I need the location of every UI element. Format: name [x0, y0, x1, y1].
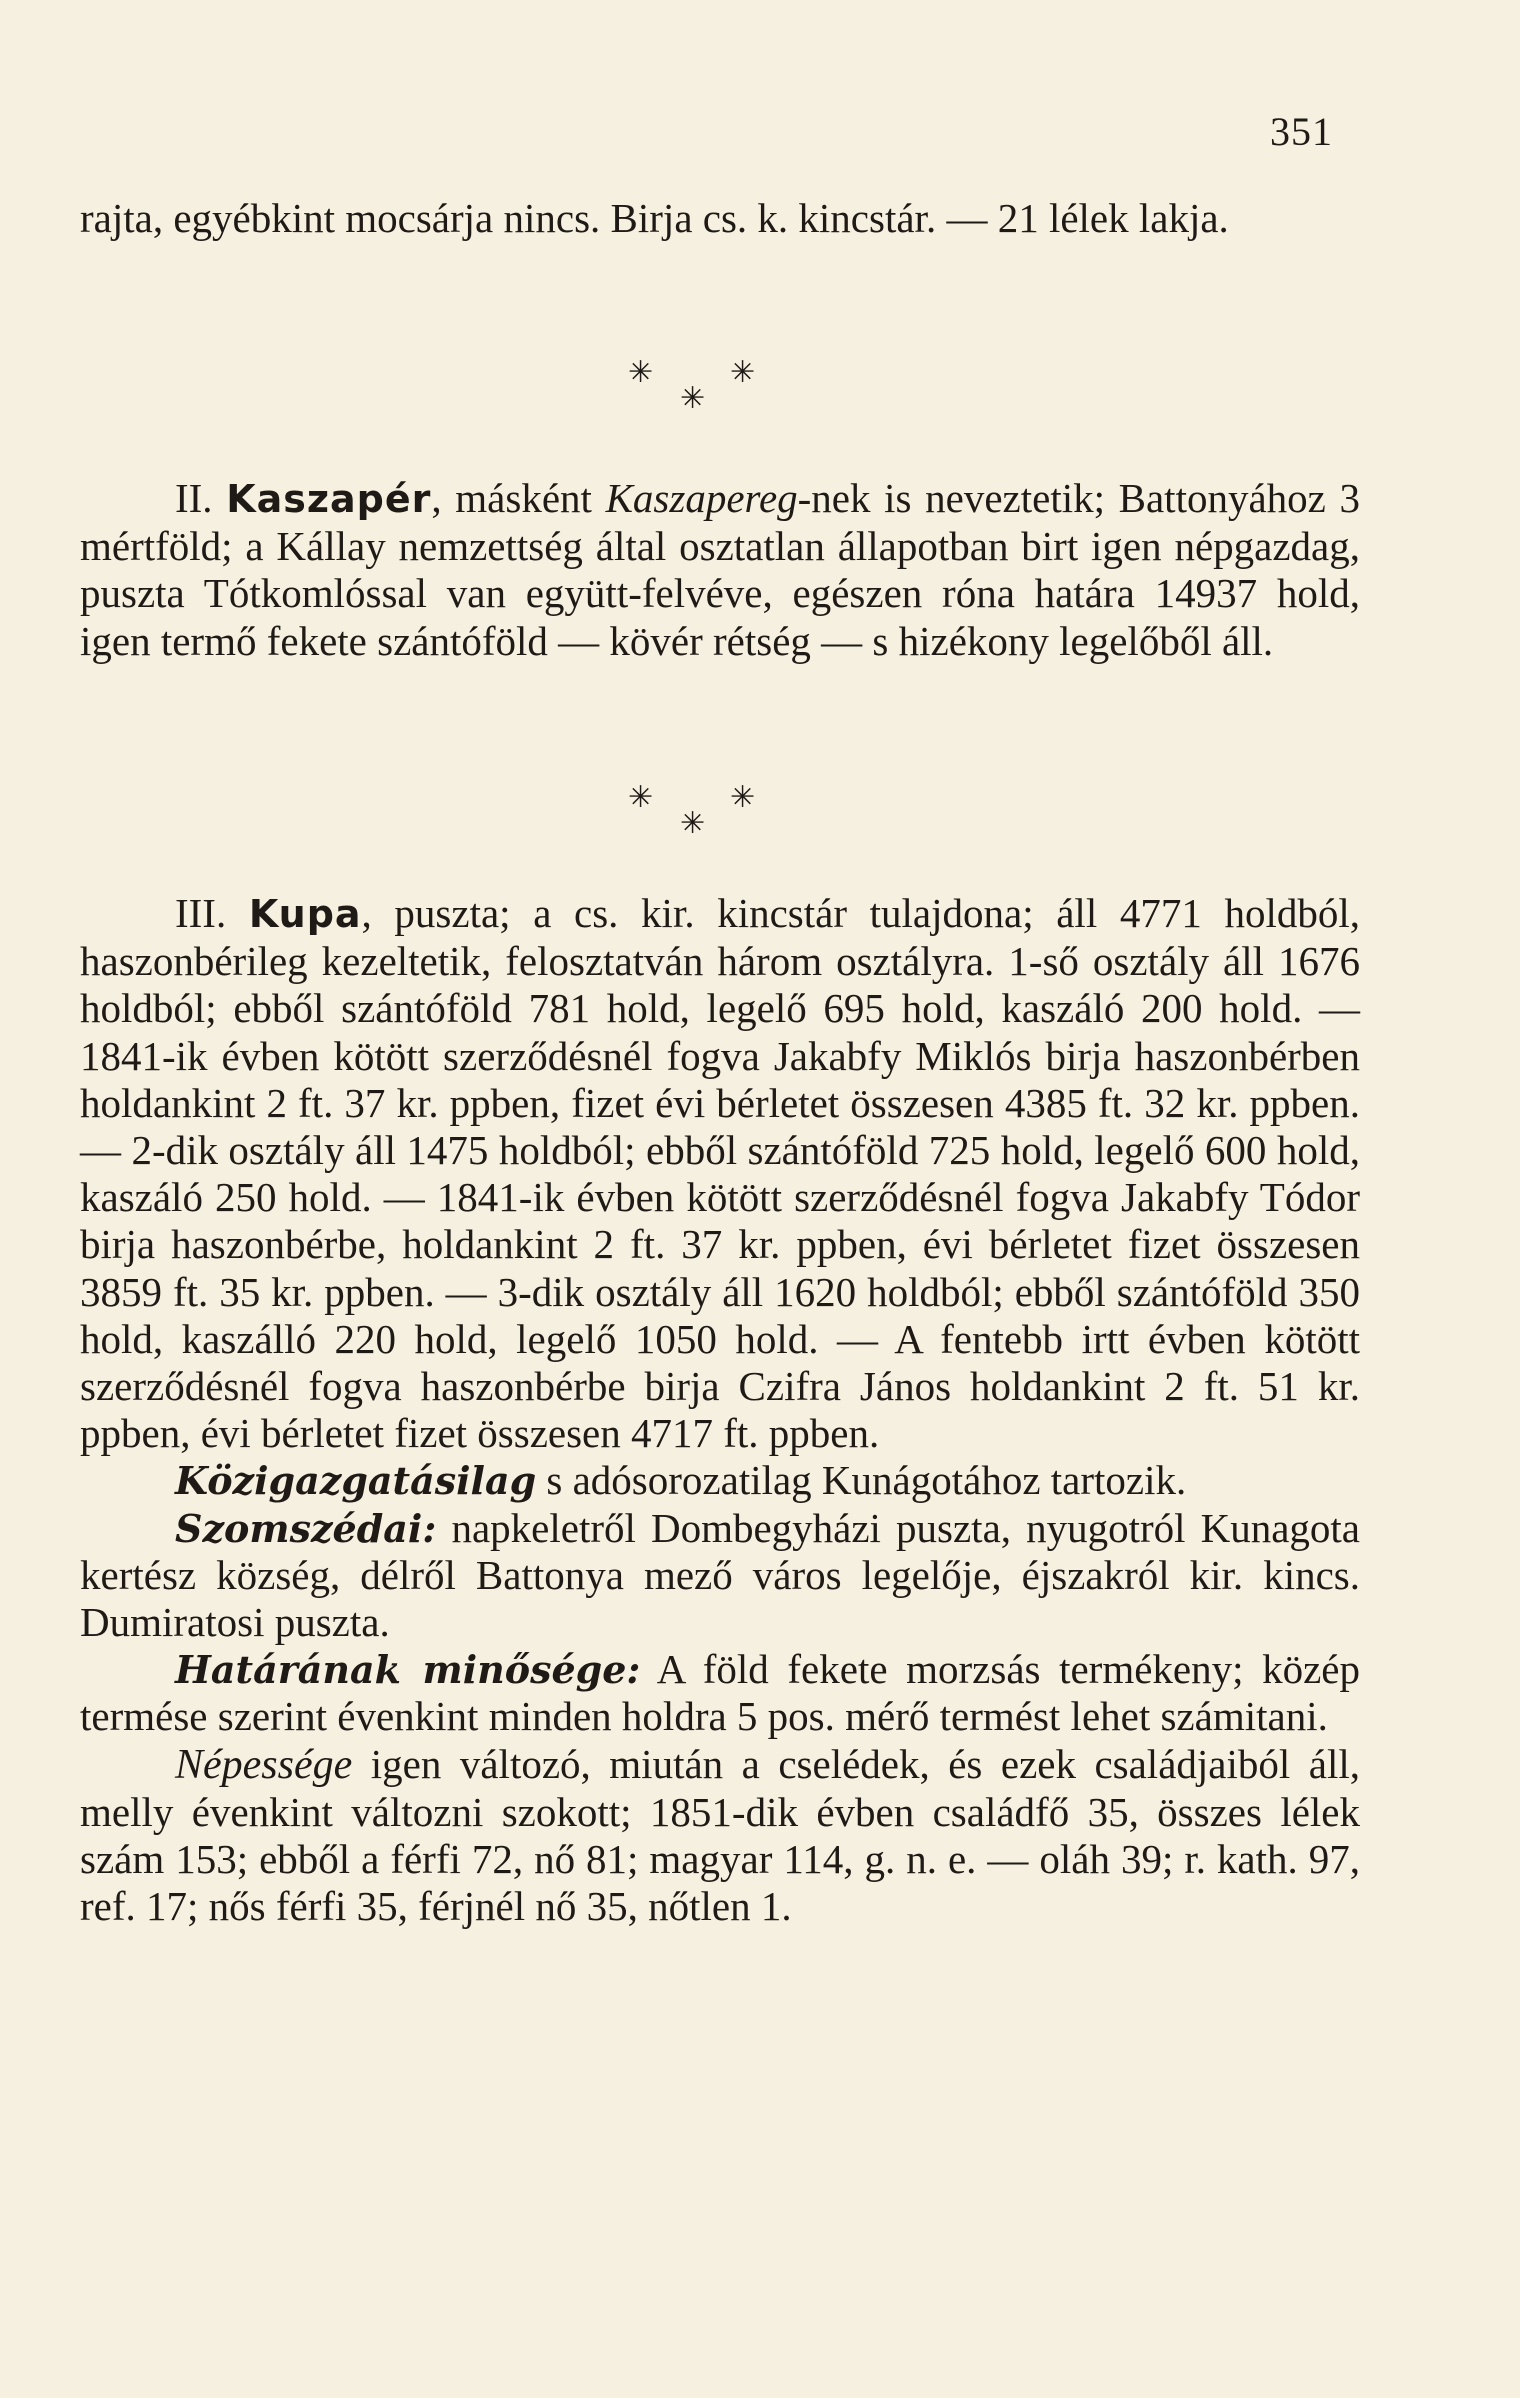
place-name-heading: Kupa: [248, 892, 362, 936]
paragraph-text: igen változó, miután a cselédek, és ezek családjaiból áll, melly évenkint változni szokott; 1851-dik évben családfő 35, összes lélek szám 153; ebből a férfi 72, nő 81; magyar 114, g. n. e. — oláh 39; r. kath. 97, ref. 17; nős férfi 35, férjnél nő 35, nőtlen 1.: [80, 1740, 1360, 1930]
soil-quality-paragraph: [80, 1646, 1360, 1740]
section-number: II.: [175, 475, 213, 521]
intro-text: rajta, egyébkint mocsárja nincs. Birja cs. k. kincstár. — 21 lélek lakja.: [80, 195, 1229, 241]
paragraph-label: Népessége: [175, 1741, 353, 1788]
section-text: , puszta; a cs. kir. kincstár tulajdona; áll 4771 holdból, haszonbérileg kezeltetik, felosztatván három osztályra. 1-ső osztály áll 1676 holdból; ebből szántóföld 781 hold, legelő 695 hold, kaszáló 200 hold. — 1841-ik évben kötött szerződésnél fogva Jakabfy Miklós birja haszonbérben holdankint 2 ft. 37 kr. ppben, fizet évi bérletet összesen 4385 ft. 32 kr. ppben. — 2-dik osztály áll 1475 holdból; ebből szántóföld 725 hold, legelő 600 hold, kaszáló 250 hold. — 1841-ik évben kötött szerződésnél fogva Jakabfy Tódor birja haszonbérbe, holdankint 2 ft. 37 kr. ppben, évi bérletet fizet összesen 3859 ft. 35 kr. ppben. — 3-dik osztály áll 1620 holdból; ebből szántóföld 350 hold, kaszálló 220 hold, legelő 1050 hold. — A fentebb irtt évben kötött szerződésnél fogva haszonbérbe birja Czifra János holdankint 2 ft. 51 kr. ppben, évi bérletet fizet összesen 4717 ft. ppben.: [80, 890, 1361, 1457]
paragraph-text: A föld fekete morzsás termékeny; közép termése szerint évenkint minden holdra 5 pos. mérő termést lehet számitani.: [80, 1646, 1360, 1740]
place-name-heading: Kaszapér: [226, 477, 432, 521]
separator-star: ✳: [680, 807, 706, 840]
population-paragraph: [80, 1741, 1360, 1931]
administration-paragraph: [80, 1457, 1360, 1504]
paragraph-label: Határának minősége:: [175, 1647, 641, 1693]
paragraph-text: s adósorozatilag Kunágotához tartozik.: [536, 1457, 1187, 1504]
section-kupa: [80, 890, 1360, 1930]
section-text: , másként: [431, 475, 606, 521]
neighbours-paragraph: [80, 1505, 1360, 1647]
kupa-paragraph: [80, 890, 1360, 1457]
kaszaper-paragraph: [80, 475, 1360, 665]
intro-paragraph: [80, 195, 1360, 242]
section-separator: [610, 780, 830, 840]
separator-star: ✳: [730, 781, 756, 814]
paragraph-label: Közigazgatásilag: [175, 1458, 537, 1504]
separator-star: ✳: [628, 781, 654, 814]
separator-star: ✳: [628, 356, 654, 389]
section-text: -nek is neveztetik; Battonyához 3 mértföld; a Kállay nemzettség által osztatlan állapotban birt igen népgazdag, puszta Tótkomlóssal van együtt-felvéve, egészen róna határa 14937 hold, igen termő fekete szántóföld — kövér rétség — s hizékony legelőből áll.: [80, 475, 1360, 664]
paragraph-label: Szomszédai:: [175, 1505, 437, 1551]
alternate-name: Kaszapereg: [605, 475, 798, 521]
separator-star: ✳: [730, 356, 756, 389]
separator-star: ✳: [680, 382, 706, 415]
section-number: III.: [175, 890, 227, 936]
section-kaszaper: [80, 475, 1360, 665]
paragraph-text: napkeletről Dombegyházi puszta, nyugotról Kunagota kertész község, délről Battonya mező város legelője, éjszakról kir. kincs. Dumiratosi puszta.: [80, 1504, 1360, 1646]
section-separator: [610, 355, 830, 415]
page-number: 351: [1270, 109, 1333, 154]
